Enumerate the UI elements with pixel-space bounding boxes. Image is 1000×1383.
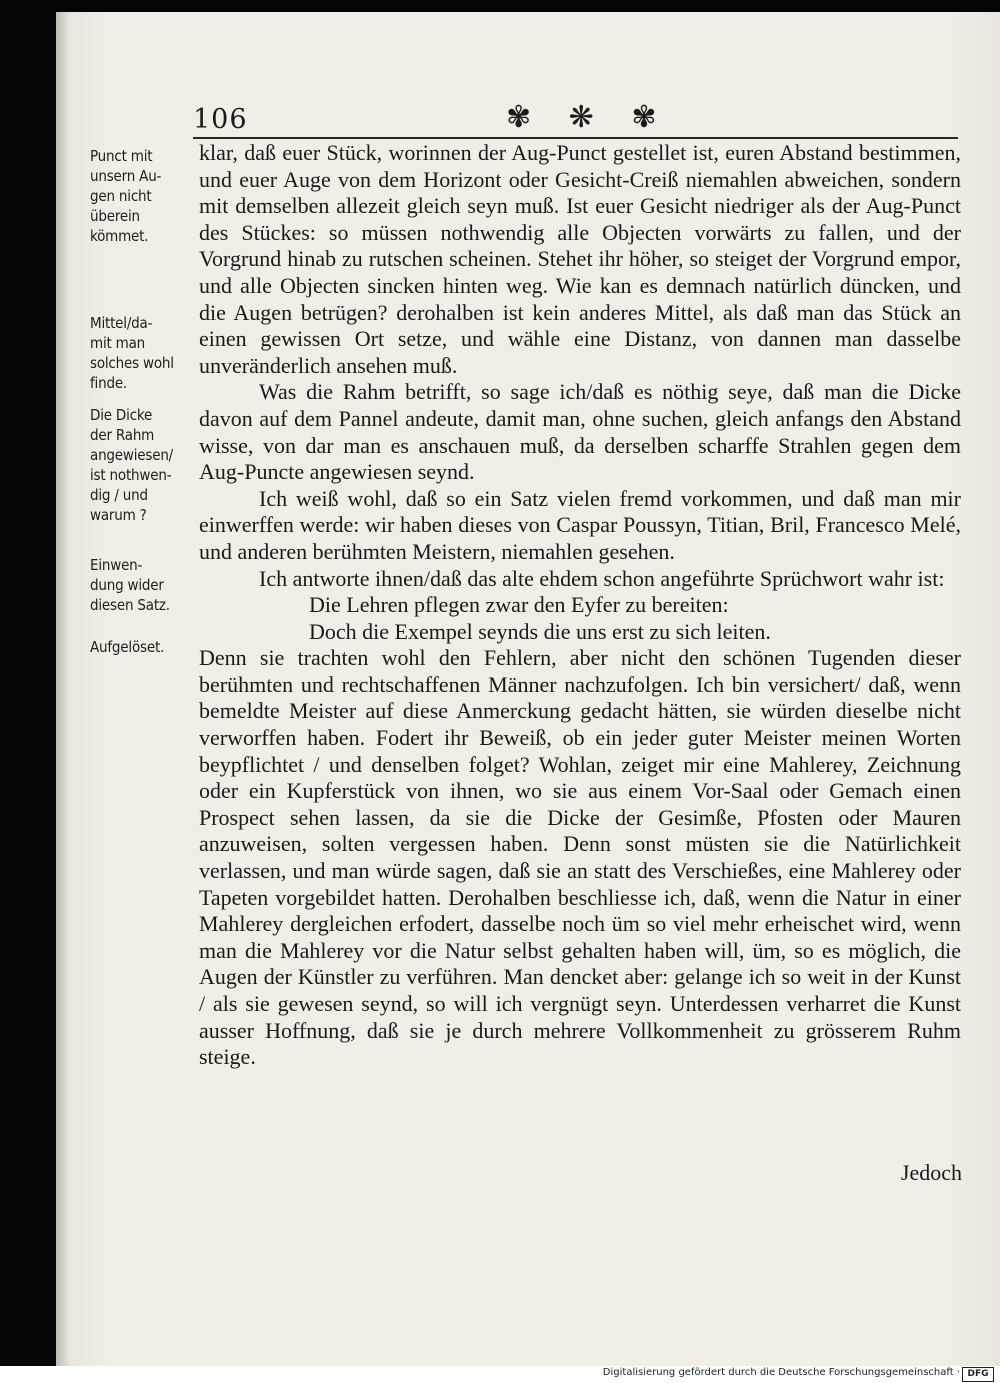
margin-note: Punct mit unsern Au- gen nicht überein kömmet.: [90, 147, 162, 245]
page-number: 106: [193, 104, 248, 135]
gutter-shadow: [56, 12, 70, 1366]
verse-line: Doch die Exempel seynds die uns erst zu sich leiten.: [309, 618, 771, 644]
paragraph: klar, daß euer Stück, worinnen der Aug-Punct gestellet ist, euren Abstand bestimmen, und euer Auge von dem Horizont oder Gesicht-Creiß niemahlen abweichen, sondern mit demselben allezeit gleich seyn muß. Ist euer Gesicht niedriger als der Aug-Punct des Stückes: so müssen nothwendig alle Objecten vorwärts zu fallen, und der Vorgrund hinab zu rutschen scheinen. Stehet ihr höher, so steiget der Vorgrund empor, und alle Objecten sincken hinten weg. Wie kan es demnach natürlich düncken, und die Augen betrügen? derohalben ist kein anderes Mittel, als daß man das Stück an einen gewissen Ort setze, und wähle eine Distanz, von dannen man dasselbe unveränderlich ansehen muß.: [199, 140, 961, 378]
paragraph: Was die Rahm betrifft, so sage ich/daß es nöthig seye, daß man die Dicke davon auf dem Pannel andeute, damit man, ohne suchen, gleich anfangs den Abstand wisse, von dar man es anschauen muß, da derselben scharffe Strahlen gegen dem Aug-Puncte angewiesen seynd.: [199, 379, 961, 485]
verse-line: Die Lehren pflegen zwar den Eyfer zu bereiten:: [309, 592, 729, 618]
catchword: Jedoch: [900, 1160, 962, 1185]
margin-note: Aufgelöset.: [90, 638, 165, 656]
margin-note: Die Dicke der Rahm angewiesen/ ist nothwen- dig / und warum ?: [90, 406, 174, 524]
header-ornament: ✾ ❋ ✾: [506, 100, 671, 135]
main-text: [199, 140, 961, 1071]
margin-note: Mittel/da- mit man solches wohl finde.: [90, 314, 174, 392]
margin-note: Einwen- dung wider diesen Satz.: [90, 556, 170, 614]
header-rule: [193, 137, 958, 139]
paragraph: Ich antworte ihnen/daß das alte ehdem schon angeführte Sprüchwort wahr ist:: [259, 565, 945, 591]
dfg-logo: DFG: [962, 1367, 994, 1382]
verse-quote: [199, 592, 961, 645]
paragraph: Denn sie trachten wohl den Fehlern, aber nicht den schönen Tugenden dieser berühmten und rechtschaffenen Männer nachzufolgen. Ich bin versichert/ daß, wenn bemeldte Meister auf diese Anmerckung gedacht hätten, sie würden dieselbe nicht verworffen haben. Fodert ihr Beweiß, ob ein jeder guter Meister meinen Worten beypflichtet / und denselben folget? Wohlan, zeiget mir eine Mahlerey, Zeichnung oder ein Kupferstück von ihnen, wo sie aus einem Vor-Saal oder Gemach einen Prospect sehen lassen, da sie die Dicke der Gesimße, Pfosten oder Mauren anzuweisen, solten vergessen haben. Denn sonst müsten sie die Natürlichkeit verlassen, und man würde sagen, daß sie an statt des Verschießes, eine Mahlerey oder Tapeten vorgebildet hatten. Derohalben beschliesse ich, daß, wenn die Natur in einer Mahlerey dergleichen erfodert, dasselbe noch üm so viel mehr erheischet wird, wenn man die Mahlerey vor die Natur selbst gehalten haben will, üm, so es möglich, die Augen der Künstler zu verführen. Man dencket aber: gelange ich so weit in der Kunst / als sie gewesen seynd, so will ich vergnügt seyn. Unterdessen verharret die Kunst ausser Hoffnung, daß sie je durch mehrere Vollkommenheit zu grösserem Ruhm steige.: [199, 645, 961, 1070]
paragraph: Ich weiß wohl, daß so ein Satz vielen fremd vorkommen, und daß man mir einwerffen werde: wir haben dieses von Caspar Poussyn, Titian, Bril, Francesco Melé, und anderen berühmten Meistern, niemahlen gesehen.: [199, 485, 961, 564]
funding-credit: Digitalisierung gefördert durch die Deutsche Forschungsgemeinschaft ·: [602, 1367, 960, 1378]
